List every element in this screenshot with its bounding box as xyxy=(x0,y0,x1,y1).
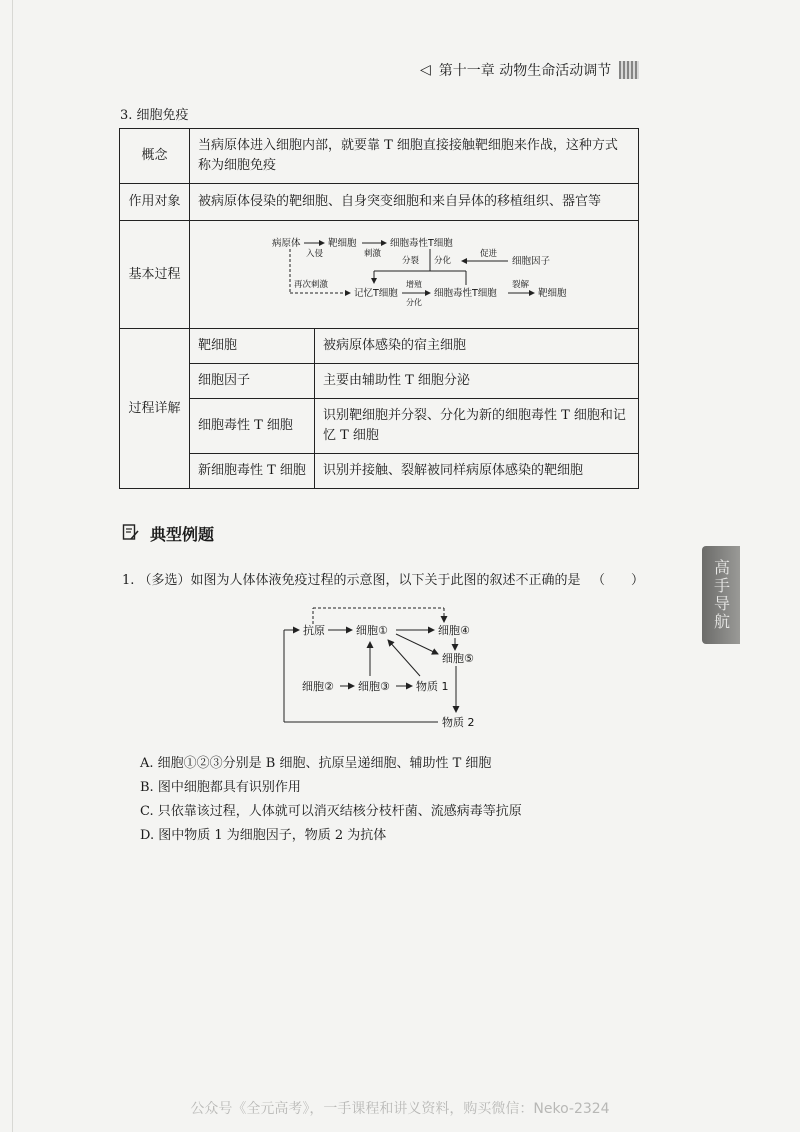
answer-paren: （ ） xyxy=(592,573,645,588)
label-target: 靶细胞 xyxy=(328,238,357,249)
label-cell5: 细胞⑤ xyxy=(442,652,474,665)
row-content: 当病原体进入细胞内部，就要靠 T 细胞直接接触靶细胞来作战，这种方式称为细胞免疫 xyxy=(190,129,639,184)
label-sub1: 物质 1 xyxy=(416,680,449,693)
label-diff2: 分化 xyxy=(406,298,422,307)
pencil-note-icon xyxy=(122,523,140,545)
table-row xyxy=(120,454,639,489)
label-stimulate: 刺激 xyxy=(364,249,382,259)
detail-desc: 主要由辅助性 T 细胞分泌 xyxy=(315,364,639,399)
label-cell3: 细胞③ xyxy=(358,680,390,693)
row-head: 基本过程 xyxy=(120,221,190,329)
chapter-title: 第十一章 动物生命活动调节 xyxy=(438,63,612,79)
detail-desc: 识别靶细胞并分裂、分化为新的细胞毒性 T 细胞和记忆 T 细胞 xyxy=(315,399,639,454)
label-cell4: 细胞④ xyxy=(438,624,470,637)
table-row xyxy=(120,184,639,221)
label-cytokine: 细胞因子 xyxy=(512,256,551,267)
label-invade: 入侵 xyxy=(306,249,324,259)
cell-immunity-table xyxy=(119,128,639,489)
label-restimulate: 再次刺激 xyxy=(294,280,329,290)
detail-name: 细胞因子 xyxy=(190,364,315,399)
table-row xyxy=(120,129,639,184)
example-heading xyxy=(122,522,214,545)
label-differentiate: 分化 xyxy=(434,256,452,266)
footer-watermark: 公众号《全元高考》，一手课程和讲义资料，购买微信：Neko-2324 xyxy=(190,1101,610,1117)
label-prolif: 增殖 xyxy=(406,280,422,289)
process-diagram xyxy=(194,225,634,317)
row-head: 过程详解 xyxy=(120,329,190,489)
label-cell1: 细胞① xyxy=(356,624,388,637)
option-d[interactable]: D. 图中物质 1 为细胞因子，物质 2 为抗体 xyxy=(140,828,387,843)
option-c[interactable]: C. 只依靠该过程，人体就可以消灭结核分枝杆菌、流感病毒等抗原 xyxy=(140,804,522,819)
table-row xyxy=(120,221,639,329)
question-stem xyxy=(122,569,645,588)
detail-name: 靶细胞 xyxy=(190,329,315,364)
section-title: 3. 细胞免疫 xyxy=(120,108,189,123)
label-antigen: 抗原 xyxy=(303,624,325,637)
table-row xyxy=(120,329,639,364)
chapter-header xyxy=(420,60,639,80)
page-edge xyxy=(12,0,13,1132)
row-head: 作用对象 xyxy=(120,184,190,221)
process-diagram-cell xyxy=(190,221,639,329)
example-title: 典型例题 xyxy=(150,525,215,544)
label-cell2: 细胞② xyxy=(302,680,334,693)
label-sub2: 物质 2 xyxy=(442,716,475,729)
row-head: 概念 xyxy=(120,129,190,184)
detail-desc: 识别并接触、裂解被同样病原体感染的靶细胞 xyxy=(315,454,639,489)
row-content: 被病原体侵染的靶细胞、自身突变细胞和来自异体的移植组织、器官等 xyxy=(190,184,639,221)
label-cytotoxic2: 细胞毒性T细胞 xyxy=(434,288,497,299)
label-cytotoxic: 细胞毒性T细胞 xyxy=(390,238,453,249)
table-row xyxy=(120,399,639,454)
label-promote: 促进 xyxy=(480,249,498,259)
detail-name: 细胞毒性 T 细胞 xyxy=(190,399,315,454)
detail-name: 新细胞毒性 T 细胞 xyxy=(190,454,315,489)
label-target2: 靶细胞 xyxy=(538,288,567,299)
side-tab: 高手导航 xyxy=(702,546,740,644)
label-pathogen: 病原体 xyxy=(272,238,301,249)
label-divide: 分裂 xyxy=(402,256,420,266)
label-lysis: 裂解 xyxy=(512,280,530,290)
option-a[interactable]: A. 细胞①②③分别是 B 细胞、抗原呈递细胞、辅助性 T 细胞 xyxy=(140,756,492,771)
answer-options xyxy=(140,752,522,848)
option-b[interactable]: B. 图中细胞都具有识别作用 xyxy=(140,780,301,795)
triangle-icon: ◁ xyxy=(420,62,431,78)
label-memory: 记忆T细胞 xyxy=(354,288,398,299)
question-text: 1. （多选）如图为人体体液免疫过程的示意图，以下关于此图的叙述不正确的是 xyxy=(122,573,581,588)
table-row xyxy=(120,364,639,399)
humoral-diagram xyxy=(270,598,510,738)
qr-icon xyxy=(619,61,639,79)
detail-desc: 被病原体感染的宿主细胞 xyxy=(315,329,639,364)
